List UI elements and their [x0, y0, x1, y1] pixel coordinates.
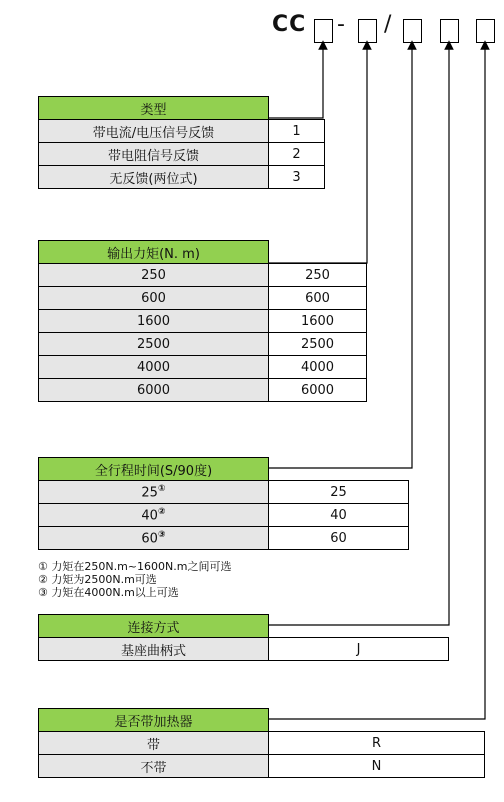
stroke-time-table [38, 457, 409, 550]
table-row: 6000 6000 [39, 379, 367, 402]
connection-table [38, 614, 449, 661]
table-row: 带电阻信号反馈 2 [39, 143, 325, 166]
type-table [38, 96, 325, 189]
table-row: 25① 25 [39, 481, 409, 504]
table-row: 1600 1600 [39, 310, 367, 333]
footnote: ① 力矩在250N.m~1600N.m之间可选 [38, 560, 232, 573]
torque-header: 输出力矩(N. m) [39, 241, 269, 264]
torque-table [38, 240, 367, 402]
table-row: 无反馈(两位式) 3 [39, 166, 325, 189]
table-row: 600 600 [39, 287, 367, 310]
table-row: 基座曲柄式 J [39, 638, 449, 661]
table-row: 250 250 [39, 264, 367, 287]
table-row: 4000 4000 [39, 356, 367, 379]
heater-table [38, 708, 485, 778]
table-row: 带电流/电压信号反馈 1 [39, 120, 325, 143]
type-header: 类型 [39, 97, 269, 120]
stroke-time-header: 全行程时间(S/90度) [39, 458, 269, 481]
footnote: ② 力矩为2500N.m可选 [38, 573, 157, 586]
table-row: 60③ 60 [39, 527, 409, 550]
table-row: 不带 N [39, 755, 485, 778]
table-row: 带 R [39, 732, 485, 755]
footnote-mark: ① [157, 483, 166, 494]
footnote-mark: ③ [157, 529, 166, 540]
code-dash: - [337, 12, 345, 37]
connection-header: 连接方式 [39, 615, 269, 638]
footnote: ③ 力矩在4000N.m以上可选 [38, 586, 179, 599]
footnote-mark: ② [157, 506, 166, 517]
code-slash: / [384, 12, 392, 37]
table-row: 2500 2500 [39, 333, 367, 356]
heater-header: 是否带加热器 [39, 709, 269, 732]
table-row: 40② 40 [39, 504, 409, 527]
model-code-prefix: CC [272, 12, 307, 37]
footnotes [38, 560, 231, 599]
